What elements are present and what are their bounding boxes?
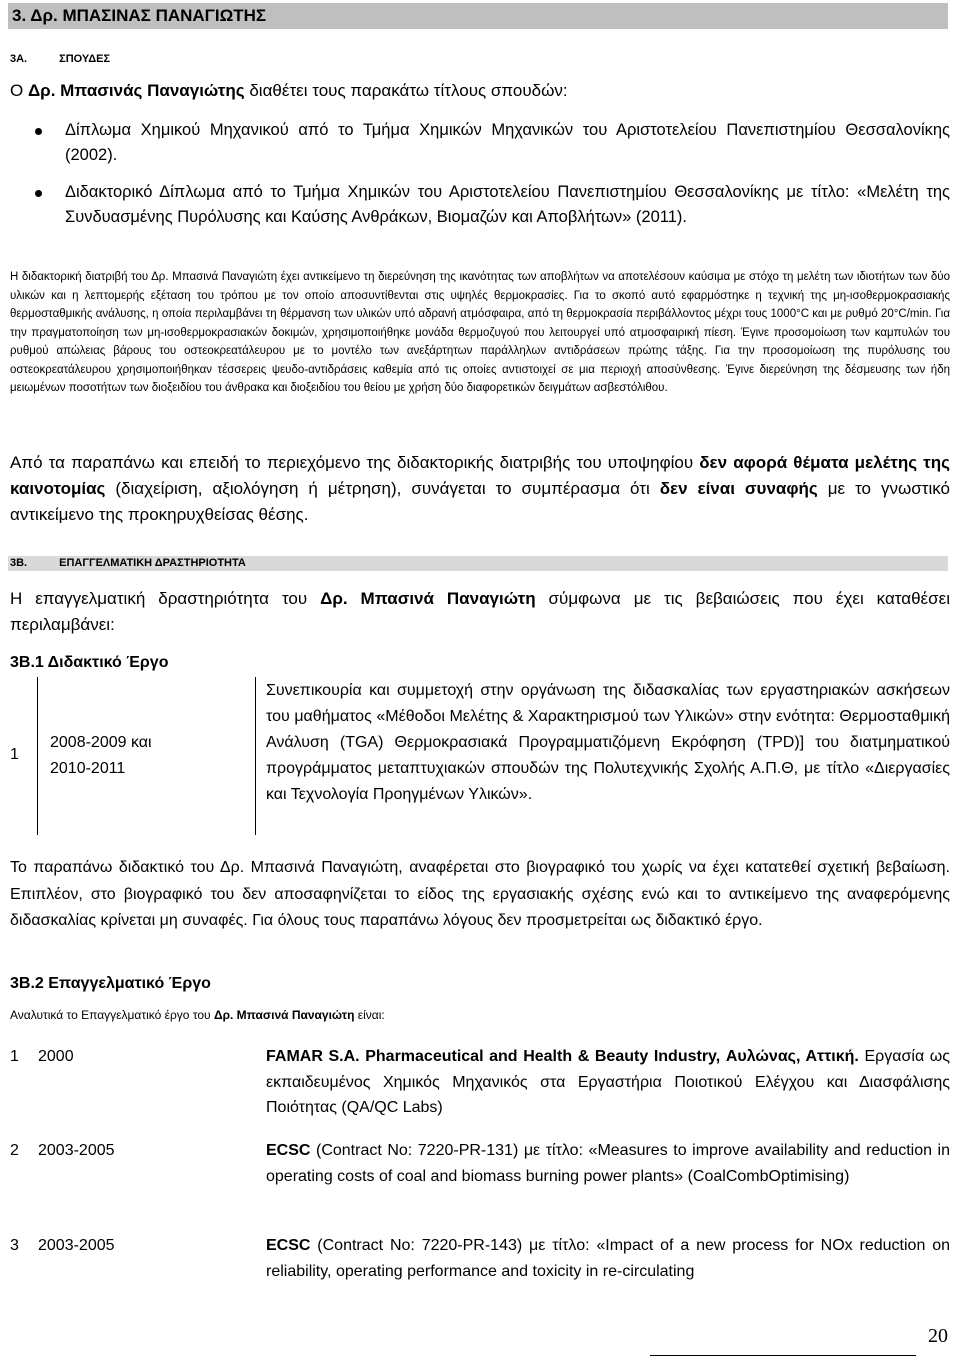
subsection-3a-code: 3Α. [10,53,28,65]
subsection-3a-heading [10,52,110,66]
table-divider [37,677,38,835]
subsection-3b-code: 3Β. [10,557,28,569]
bullet-icon [35,190,42,197]
candidate-name: Δρ. Μπασινά Παναγιώτη [213,1008,355,1022]
employer-name: ECSC [266,1237,311,1254]
subsection-3b-heading [8,556,948,571]
document-page: 3. Δρ. ΜΠΑΣΙΝΑΣ ΠΑΝΑΓΙΩΤΗΣ 3Α. ΣΠΟΥΔΕΣ Ο Δρ. Μπασινάς Παναγιώτης διαθέτει τους παρακάτω τίτλους σπουδών: Δίπλωμα Χημικού Μηχανικού από το Τμήμα Χημικών Μηχανικών του Αριστοτελείου Πανεπιστημίου Θεσσαλονίκης (2002). Διδακτορικό Δίπλωμα από το Τμήμα Χημικών του Αριστοτελείου Πανεπιστημίου Θεσσαλονίκης με τίτλο: «Μελέτη της Συνδυασμένης Πυρόλυσης και Καύσης Ανθράκων, Βιομαζών και Αποβλήτων» (2011). Η διδακτορική διατριβή του Δρ. Μπασινά Παναγιώτη έχει αντικείμενο τη διερεύνηση της ικανότητας των αποβλήτων να αποτελέσουν καύσιμα με στόχο τη μελέτη των ιδιοτήτων των δύο υλικών και η λεπτομερής εξέταση του τρόπου με τον οποίο αποσυντίθενται στις υψηλές θερμοκρασίες. Για το σκοπό αυτό εφαρμόστηκε η τεχνική της μη-ισοθερμοκρασιακής θερμοσταθμικής ανάλυσης, η οποία περιλαμβάνει τη θέρμανση των υλικών υπό αδρανή ατμόσφαιρα, από τη θερμοκρασία περιβάλλοντος μέχρι τους 1000°C και με ρυθμό 20°C/min. Για την πραγματοποίηση των μη-ισοθερμοκρασιακών δοκιμών, χρησιμοποιήθηκε μονάδα θερμοζυγού που λειτουργεί υπό ατμοσφαιρική πίεση. Έγινε προσομοίωση των καμπυλών του ρυθμού απώλειας βάρους του οστεοκρεατάλευρου με το μοντέλο των ανεξάρτητων παράλληλων αντιδράσεων πρώτης τάξης. Για την προσομοίωση της πυρόλυσης του οστεοκρεατάλευρου χρησιμοποιήθηκαν τέσσερεις ψευδο-αντιδράσεις καθεμία από τις οποίες αντιστοιχεί σε μια περιοχή αποσύνθεσης. Έγινε διερεύνηση της δέσμευσης των ήδη μειωμένων ποσοτήτων των διοξειδίου του άνθρακα και διοξειδίου του θείου με χρήση δύο διαφορετικών δειγμάτων ασβεστόλιθου. Από τα παραπάνω και επειδή το περιεχόμενο της διδακτορικής διατριβής του υποψηφίου δεν αφορά θέματα μελέτης της καινοτομίας (διαχείριση, αξιολόγηση ή μέτρηση), συνάγεται το συμπέρασμα ότι δεν είναι συναφής με το γνωστικό αντικείμενο της προκηρυχθείσας θέσης. 3Β. ΕΠΑΓΓΕΛΜΑΤΙΚΗ ΔΡΑΣΤΗΡΙΟΤΗΤΑ Η επαγγελματική δραστηριότητα του Δρ. Μπασινά Παναγιώτη σύμφωνα με τις βεβαιώσεις που έχει καταθέσει περιλαμβάνει: 3Β.1 Διδακτικό Έργο 1 2008-2009 και 2010-2011 Συνεπικουρία και συμμετοχή στην οργάνωση της διδασκαλίας των εργαστηριακών ασκήσεων του μαθήματος «Μέθοδοι Μελέτης & Χαρακτηρισμού των Υλικών» στην ενότητα: Θερμοσταθμική Ανάλυση (TGA) Θερμοκρασιακά Προγραμματιζόμενη Εκρόφηση (TPD)] του διατμηματικού προγράμματος μεταπτυχιακών σπουδών της Πολυτεχνικής Σχολής Α.Π.Θ, με τίτλο «Διεργασίες και Τεχνολογία Προηγμένων Υλικών». Το παραπάνω διδακτικό του Δρ. Μπασινά Παναγιώτη, αναφέρεται στο βιογραφικό του χωρίς να έχει κατατεθεί σχετική βεβαίωση. Επιπλέον, στο βιογραφικό του δεν αποσαφηνίζεται το είδος της εργασιακής σχέσης ενώ και το αντικείμενο της αναφερόμενης διδασκαλίας κρίνεται μη συναφές. Για όλους τους παραπάνω λόγους δεν προσμετρείται ως διδακτικό έργο. 3Β.2 Επαγγελματικό Έργο Αναλυτικά το Επαγγελματικό έργο του Δρ. Μπασινά Παναγιώτη είναι: 1 2000 FAMAR S.A. Pharmaceutical and Health & Beauty Industry, Αυλώνας, Αττική. Εργασία ως εκπαιδευμένος Χημικός Μηχανικός στα Εργαστήρια Ποιοτικού Ελέγχου και Διασφάλισης Ποιότητας (QA/QC Labs) 2 2003-2005 ECSC (Contract No: 7220-PR-131) με τίτλο: «Measures to improve availability and reduction in operating costs of coal and biomass burning power plants» (CoalCombOptimising) 3 2003-2005 ECSC (Contract No: 7220-PR-143) με τίτλο: «Impact of a new process for NOx reduction on reliability, operating performance and toxicity in re-circulating 20 [0,0,960,1365]
employer-name: FAMAR S.A. Pharmaceutical and Health & Beauty Industry, Αυλώνας, Αττική. [266,1048,859,1065]
candidate-name: Δρ. Μπασινά Παναγιώτη [320,589,536,608]
table-divider [255,677,256,835]
subsection-3a-label: ΣΠΟΥΔΕΣ [59,53,111,65]
candidate-name: Δρ. Μπασινάς Παναγιώτης [27,81,245,100]
page-number: 20 [928,1325,948,1347]
studies-intro: Ο Δρ. Μπασινάς Παναγιώτης διαθέτει τους παρακάτω τίτλους σπουδών: [10,81,568,100]
degree-item: Δίπλωμα Χημικού Μηχανικού από το Τμήμα Χημικών Μηχανικών του Αριστοτελείου Πανεπιστημίου Θεσσαλονίκης (2002). [35,118,950,168]
teaching-period: 2008-2009 και 2010-2011 [50,734,152,777]
conclusion-emphasis: δεν αφορά θέματα μελέτης της καινοτομίας [10,453,950,498]
degrees-list [35,118,950,242]
work-description: ECSC (Contract No: 7220-PR-143) με τίτλο: «Impact of a new process for NOx reduction on reliability, operating performance and toxicity in re-circulating [266,1237,950,1280]
work-description: ECSC (Contract No: 7220-PR-131) με τίτλο: «Measures to improve availability and reduction in operating costs of coal and biomass burning power plants» (CoalCombOptimising) [266,1142,950,1185]
professional-intro: Η επαγγελματική δραστηριότητα του Δρ. Μπασινά Παναγιώτη σύμφωνα με τις βεβαιώσεις που έχει καταθέσει περιλαμβάνει: [10,589,950,634]
employer-name: ECSC [266,1142,311,1159]
conclusion-verdict: δεν είναι συναφής [659,479,818,498]
footer-rule [650,1355,916,1356]
teaching-description: Συνεπικουρία και συμμετοχή στην οργάνωση της διδασκαλίας των εργαστηριακών ασκήσεων του μαθήματος «Μέθοδοι Μελέτης & Χαρακτηρισμού των Υλικών» στην ενότητα: Θερμοσταθμική Ανάλυση (TGA) Θερμοκρασιακά Προγραμματιζόμενη Εκρόφηση (TPD)] του διατμηματικού προγράμματος μεταπτυχιακών σπουδών της Πολυτεχνικής Σχολής Α.Π.Θ, με τίτλο «Διεργασίες και Τεχνολογία Προηγμένων Υλικών». [266,682,950,803]
section-title: 3. Δρ. ΜΠΑΣΙΝΑΣ ΠΑΝΑΓΙΩΤΗΣ [12,6,267,25]
teaching-note: Το παραπάνω διδακτικό του Δρ. Μπασινά Παναγιώτη, αναφέρεται στο βιογραφικό του χωρίς να έχει κατατεθεί σχετική βεβαίωση. Επιπλέον, στο βιογραφικό του δεν αποσαφηνίζεται το είδος της εργασιακής σχέσης ενώ και το αντικείμενο της αναφερόμενης διδασκαλίας κρίνεται μη συναφές. Για όλους τους παραπάνω λόγους δεν προσμετρείται ως διδακτικό έργο. [10,859,950,929]
professional-intro-line: Αναλυτικά το Επαγγελματικό έργο του Δρ. Μπασινά Παναγιώτη είναι: [10,1008,385,1022]
thesis-description: Η διδακτορική διατριβή του Δρ. Μπασινά Παναγιώτη έχει αντικείμενο τη διερεύνηση της ικανότητας των αποβλήτων να αποτελέσουν καύσιμα με στόχο τη μελέτη των ιδιοτήτων των δύο υλικών και η λεπτομερής εξέταση του τρόπου με τον οποίο αποσυντίθενται στις υψηλές θερμοκρασίες. Για το σκοπό αυτό εφαρμόστηκε η τεχνική της μη-ισοθερμοκρασιακής θερμοσταθμικής ανάλυσης, η οποία περιλαμβάνει τη θέρμανση των υλικών υπό αδρανή ατμόσφαιρα, από τη θερμοκρασία περιβάλλοντος μέχρι τους 1000°C και με ρυθμό 20°C/min. Για την πραγματοποίηση των μη-ισοθερμοκρασιακών δοκιμών, χρησιμοποιήθηκε μονάδα θερμοζυγού που λειτουργεί υπό ατμοσφαιρική πίεση. Έγινε προσομοίωση των καμπυλών του ρυθμού απώλειας βάρους του οστεοκρεατάλευρου με το μοντέλο των ανεξάρτητων παράλληλων αντιδράσεων πρώτης τάξης. Για την προσομοίωση της πυρόλυσης του οστεοκρεατάλευρου χρησιμοποιήθηκαν τέσσερεις ψευδο-αντιδράσεις καθεμία από τις οποίες αντιστοιχεί σε μια περιοχή αποσύνθεσης. Έγινε διερεύνηση της δέσμευσης των ήδη μειωμένων ποσοτήτων των διοξειδίου του άνθρακα και διοξειδίου του θείου με χρήση δύο διαφορετικών δειγμάτων ασβεστόλιθου. [10,271,950,394]
work-description: FAMAR S.A. Pharmaceutical and Health & Beauty Industry, Αυλώνας, Αττική. Εργασία ως εκπαιδευμένος Χημικός Μηχανικός στα Εργαστήρια Ποιοτικού Ελέγχου και Διασφάλισης Ποιότητας (QA/QC Labs) [266,1048,951,1116]
section-title-bar [8,3,948,29]
teaching-heading: 3Β.1 Διδακτικό Έργο [10,654,169,671]
bullet-icon [35,128,42,135]
studies-conclusion: Από τα παραπάνω και επειδή το περιεχόμενο της διδακτορικής διατριβής του υποψηφίου δεν αφορά θέματα μελέτης της καινοτομίας (διαχείριση, αξιολόγηση ή μέτρηση), συνάγεται το συμπέρασμα ότι δεν είναι συναφής με το γνωστικό αντικείμενο της προκηρυχθείσας θέσης. [10,453,950,524]
degree-item: Διδακτορικό Δίπλωμα από το Τμήμα Χημικών του Αριστοτελείου Πανεπιστημίου Θεσσαλονίκης με τίτλο: «Μελέτη της Συνδυασμένης Πυρόλυσης και Καύσης Ανθράκων, Βιομαζών και Αποβλήτων» (2011). [35,180,950,230]
subsection-3b-label: ΕΠΑΓΓΕΛΜΑΤΙΚΗ ΔΡΑΣΤΗΡΙΟΤΗΤΑ [59,557,246,569]
professional-heading: 3Β.2 Επαγγελματικό Έργο [10,975,211,992]
